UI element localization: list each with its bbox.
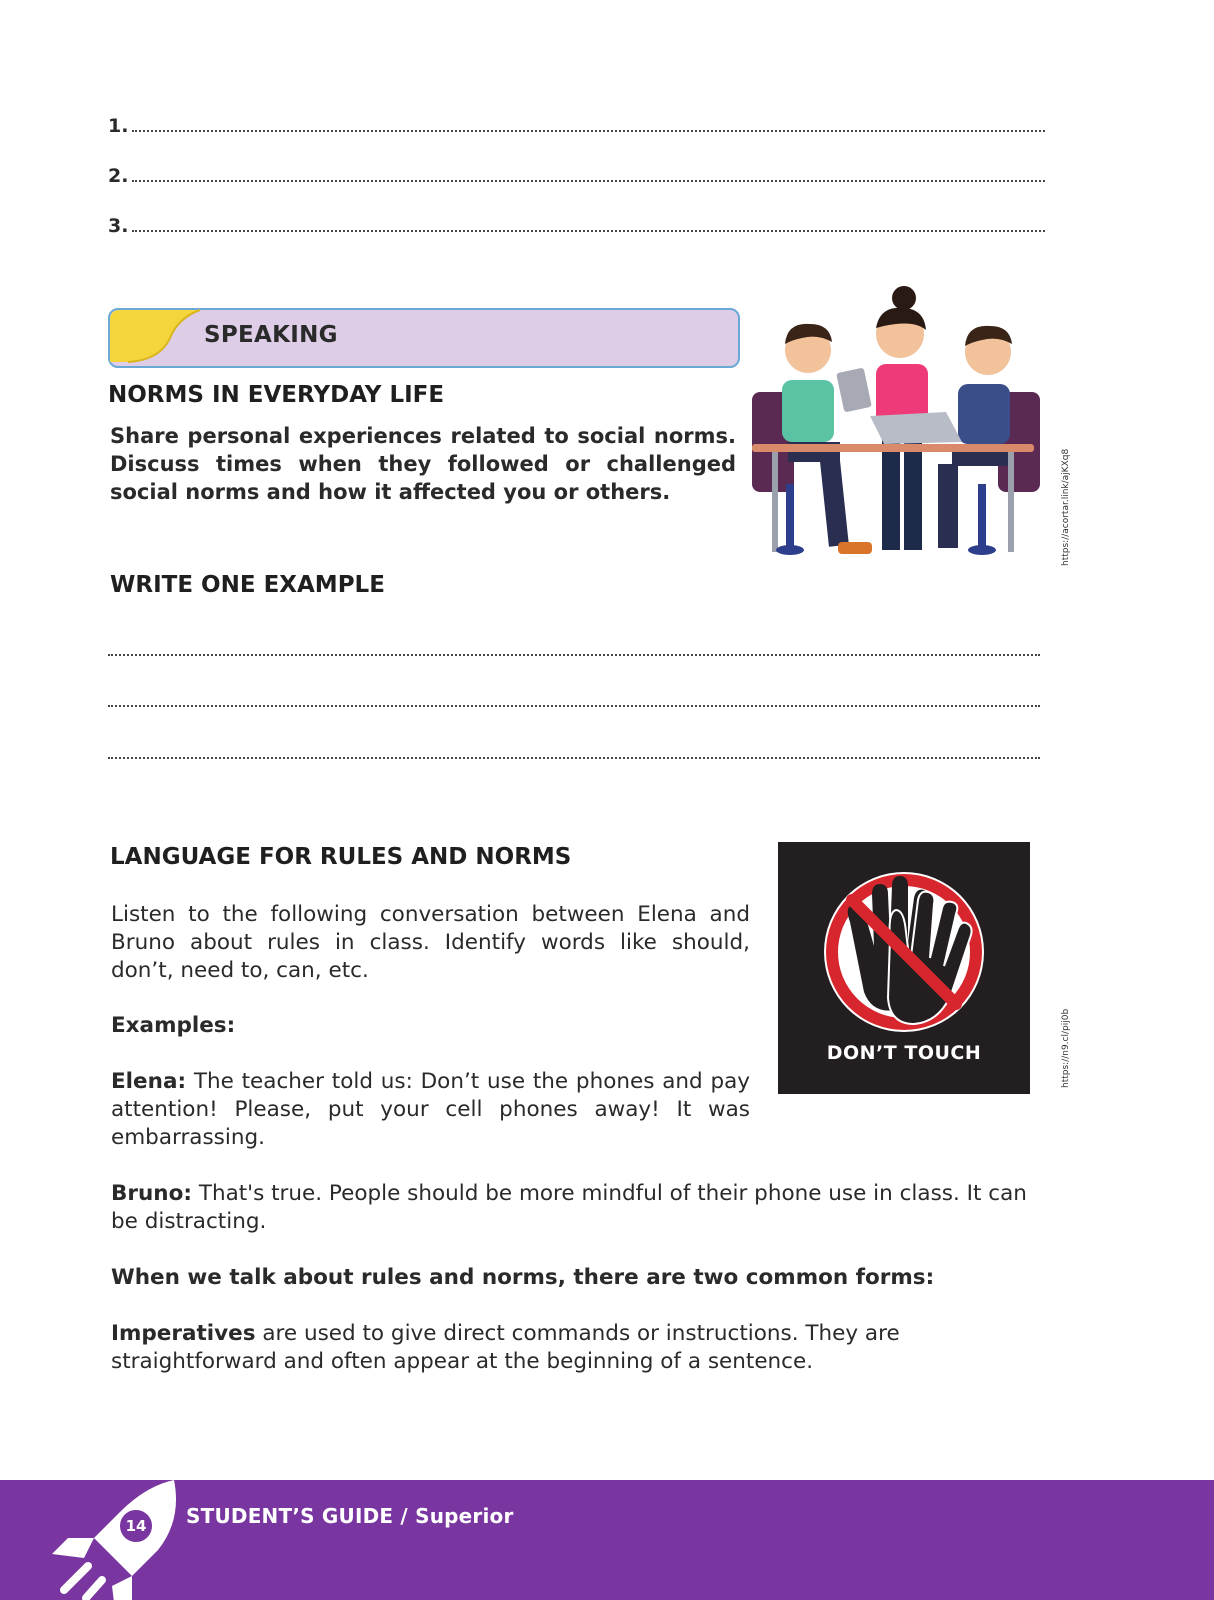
imperatives-term: Imperatives xyxy=(111,1321,256,1346)
language-intro: Listen to the following conversation between Elena and Bruno about rules in class. Identify words like should, don’t, need to, can, etc. xyxy=(111,902,750,983)
footer-title xyxy=(186,1504,514,1528)
examples-label: Examples: xyxy=(111,1013,236,1038)
dotted-line xyxy=(132,130,1045,132)
answer-number: 3. xyxy=(108,215,129,237)
example-answer-line-1[interactable] xyxy=(108,654,1040,656)
answer-line-2[interactable] xyxy=(108,156,1045,186)
imperatives-text: are used to give direct commands or instructions. They are straightforward and often appear at the beginning of a sentence. xyxy=(111,1321,900,1374)
example-answer-line-3[interactable] xyxy=(108,757,1040,759)
example-answer-line-2[interactable] xyxy=(108,705,1040,707)
sign-text: DON’T TOUCH xyxy=(826,1042,982,1064)
dotted-line xyxy=(132,230,1045,232)
answer-line-1[interactable] xyxy=(108,106,1045,136)
speaking-instructions: Share personal experiences related to social norms. Discuss times when they followed or challenged social norms and how it affected you or others. xyxy=(110,424,736,504)
speaking-banner xyxy=(108,308,738,366)
no-touching-hand-icon xyxy=(778,842,1030,1042)
write-example-heading: WRITE ONE EXAMPLE xyxy=(110,572,385,598)
elena-dialogue xyxy=(111,1068,750,1152)
bruno-text: That's true. People should be more mindful of their phone use in class. It can be distracting. xyxy=(111,1181,1027,1234)
page-number: 14 xyxy=(118,1508,154,1544)
imperatives-description xyxy=(111,1320,1047,1376)
bruno-dialogue xyxy=(111,1180,1047,1236)
dont-touch-sign xyxy=(778,842,1030,1094)
rocket-icon xyxy=(48,1480,188,1600)
sign-credit: https://n9.cl/pij0b xyxy=(1061,1008,1071,1088)
illustration-credit: https://acortar.link/ajKXq8 xyxy=(1061,448,1071,566)
students-at-table-illustration xyxy=(752,284,1052,566)
page-footer xyxy=(0,1480,1214,1600)
elena-name: Elena: xyxy=(111,1069,187,1094)
guide-title: STUDENT’S GUIDE xyxy=(186,1504,394,1528)
guide-level: / Superior xyxy=(393,1504,514,1528)
speaking-label: SPEAKING xyxy=(204,322,338,348)
yellow-tab-icon xyxy=(108,308,208,366)
dotted-line xyxy=(132,180,1045,182)
norms-heading: NORMS IN EVERYDAY LIFE xyxy=(108,382,445,408)
language-heading: LANGUAGE FOR RULES AND NORMS xyxy=(110,844,572,870)
elena-text: The teacher told us: Don’t use the phones and pay attention! Please, put your cell phones away! It was embarrassing. xyxy=(111,1069,750,1150)
forms-statement: When we talk about rules and norms, there are two common forms: xyxy=(111,1265,935,1290)
answer-number: 2. xyxy=(108,165,129,187)
bruno-name: Bruno: xyxy=(111,1181,192,1206)
answer-number: 1. xyxy=(108,115,129,137)
answer-line-3[interactable] xyxy=(108,206,1045,236)
